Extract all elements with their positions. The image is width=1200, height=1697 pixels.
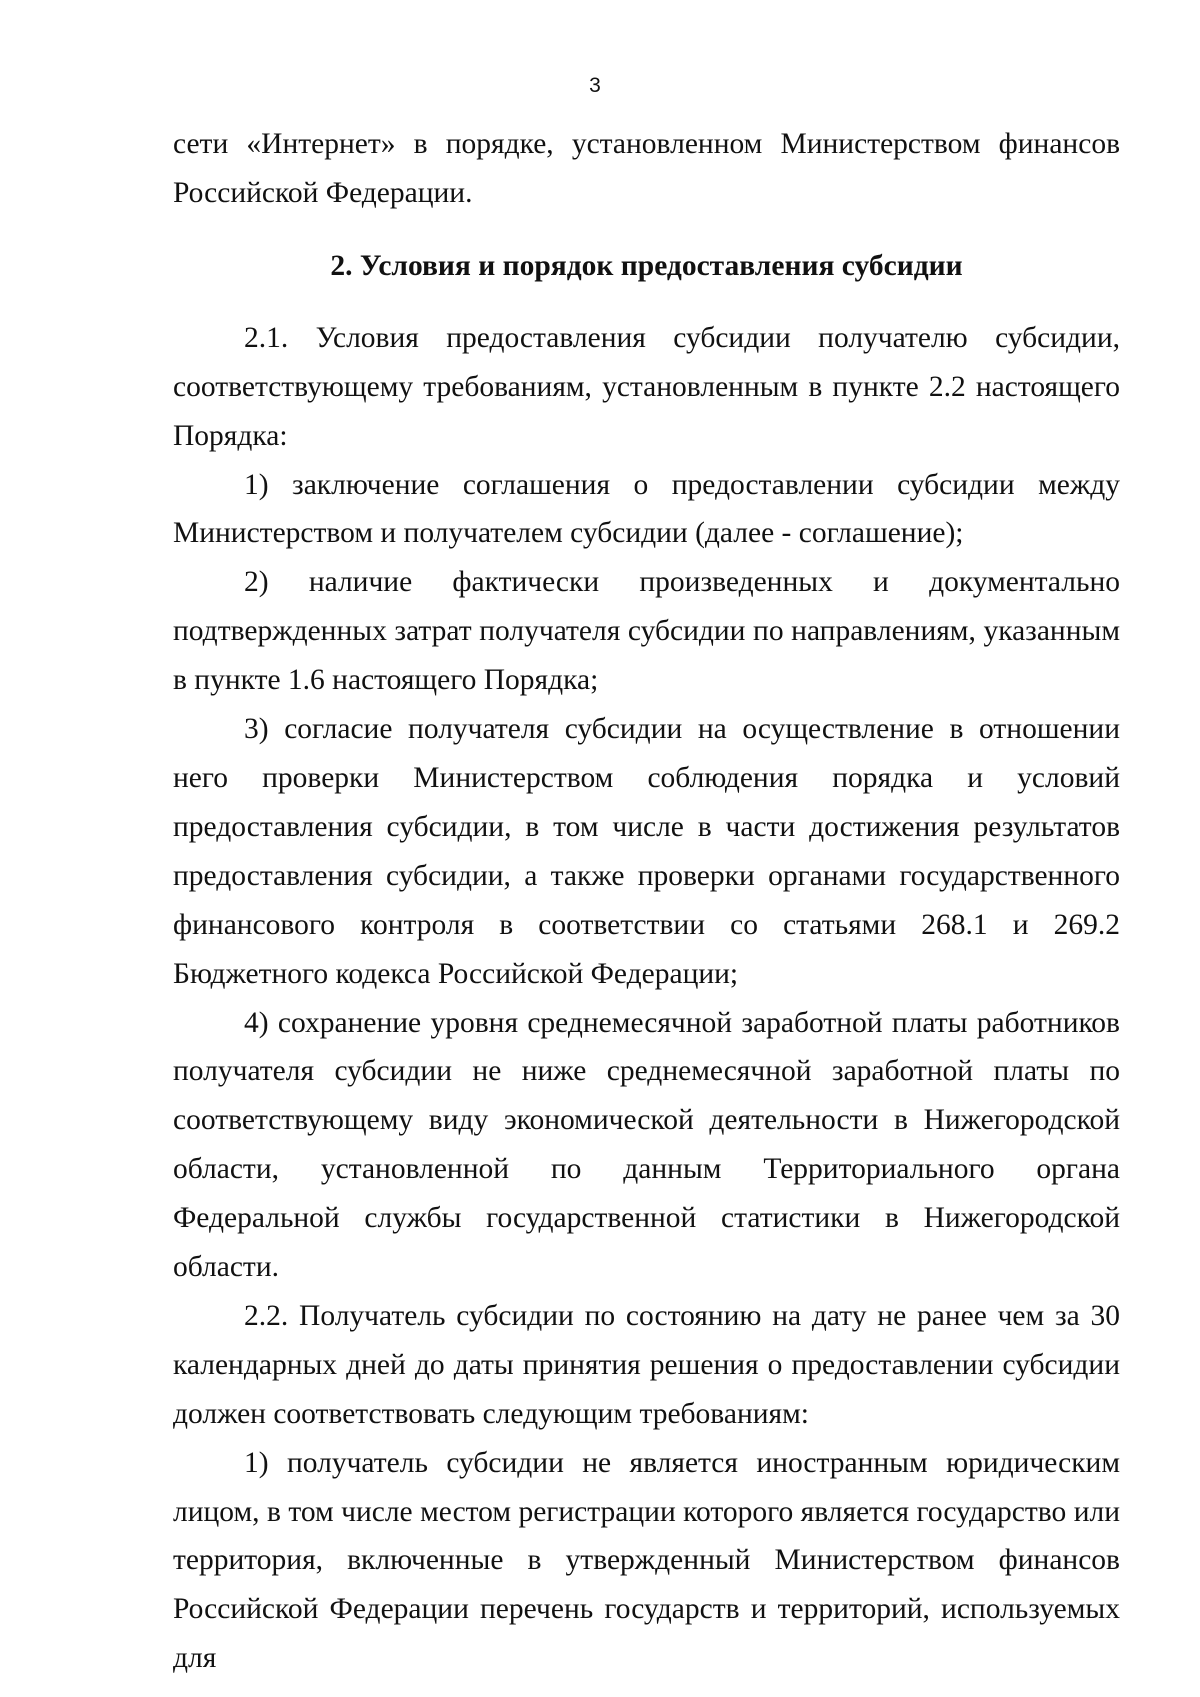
paragraph-2-1-item-3: 3) согласие получателя субсидии на осуществление в отношении него проверки Министерством соблюдения порядка и условий предоставления субсидии, в том числе в части достижения результатов предоставления субсидии, а также проверки органами государственного финансового контроля в соответствии со статьями 268.1 и 269.2 Бюджетного кодекса Российской Федерации; xyxy=(173,713,1120,990)
paragraph-2-1-item-1: 1) заключение соглашения о предоставлении субсидии между Министерством и получателем субсидии (далее - соглашение); xyxy=(173,468,1120,550)
paragraph-continuation: сети «Интернет» в порядке, установленном Министерством финансов Российской Федерации. xyxy=(173,128,1120,209)
paragraph-2-2: 2.2. Получатель субсидии по состоянию на дату не ранее чем за 30 календарных дней до даты принятия решения о предоставлении субсидии должен соответствовать следующим требованиям: xyxy=(173,1299,1120,1430)
section-heading: 2. Условия и порядок предоставления субсидии xyxy=(330,249,963,282)
paragraph-2-1-item-4: 4) сохранение уровня среднемесячной заработной платы работников получателя субсидии не ниже среднемесячной заработной платы по соответствующему виду экономической деятельности в Нижегородской области, установленной по данным Территориального органа Федеральной службы государственной статистики в Нижегородской области. xyxy=(173,1006,1120,1284)
paragraph-2-2-item-1: 1) получатель субсидии не является иностранным юридическим лицом, в том числе местом регистрации которого является государство или территория, включенные в утвержденный Министерством финансов Российской Федерации перечень государств и территорий, используемых для xyxy=(173,1446,1120,1675)
document-body xyxy=(173,120,1120,1683)
page-number: 3 xyxy=(589,74,601,97)
paragraph-2-1-item-2: 2) наличие фактически произведенных и документально подтвержденных затрат получателя субсидии по направлениям, указанным в пункте 1.6 настоящего Порядка; xyxy=(173,566,1120,697)
paragraph-2-1: 2.1. Условия предоставления субсидии получателю субсидии, соответствующему требованиям, установленным в пункте 2.2 настоящего Порядка: xyxy=(173,321,1120,452)
